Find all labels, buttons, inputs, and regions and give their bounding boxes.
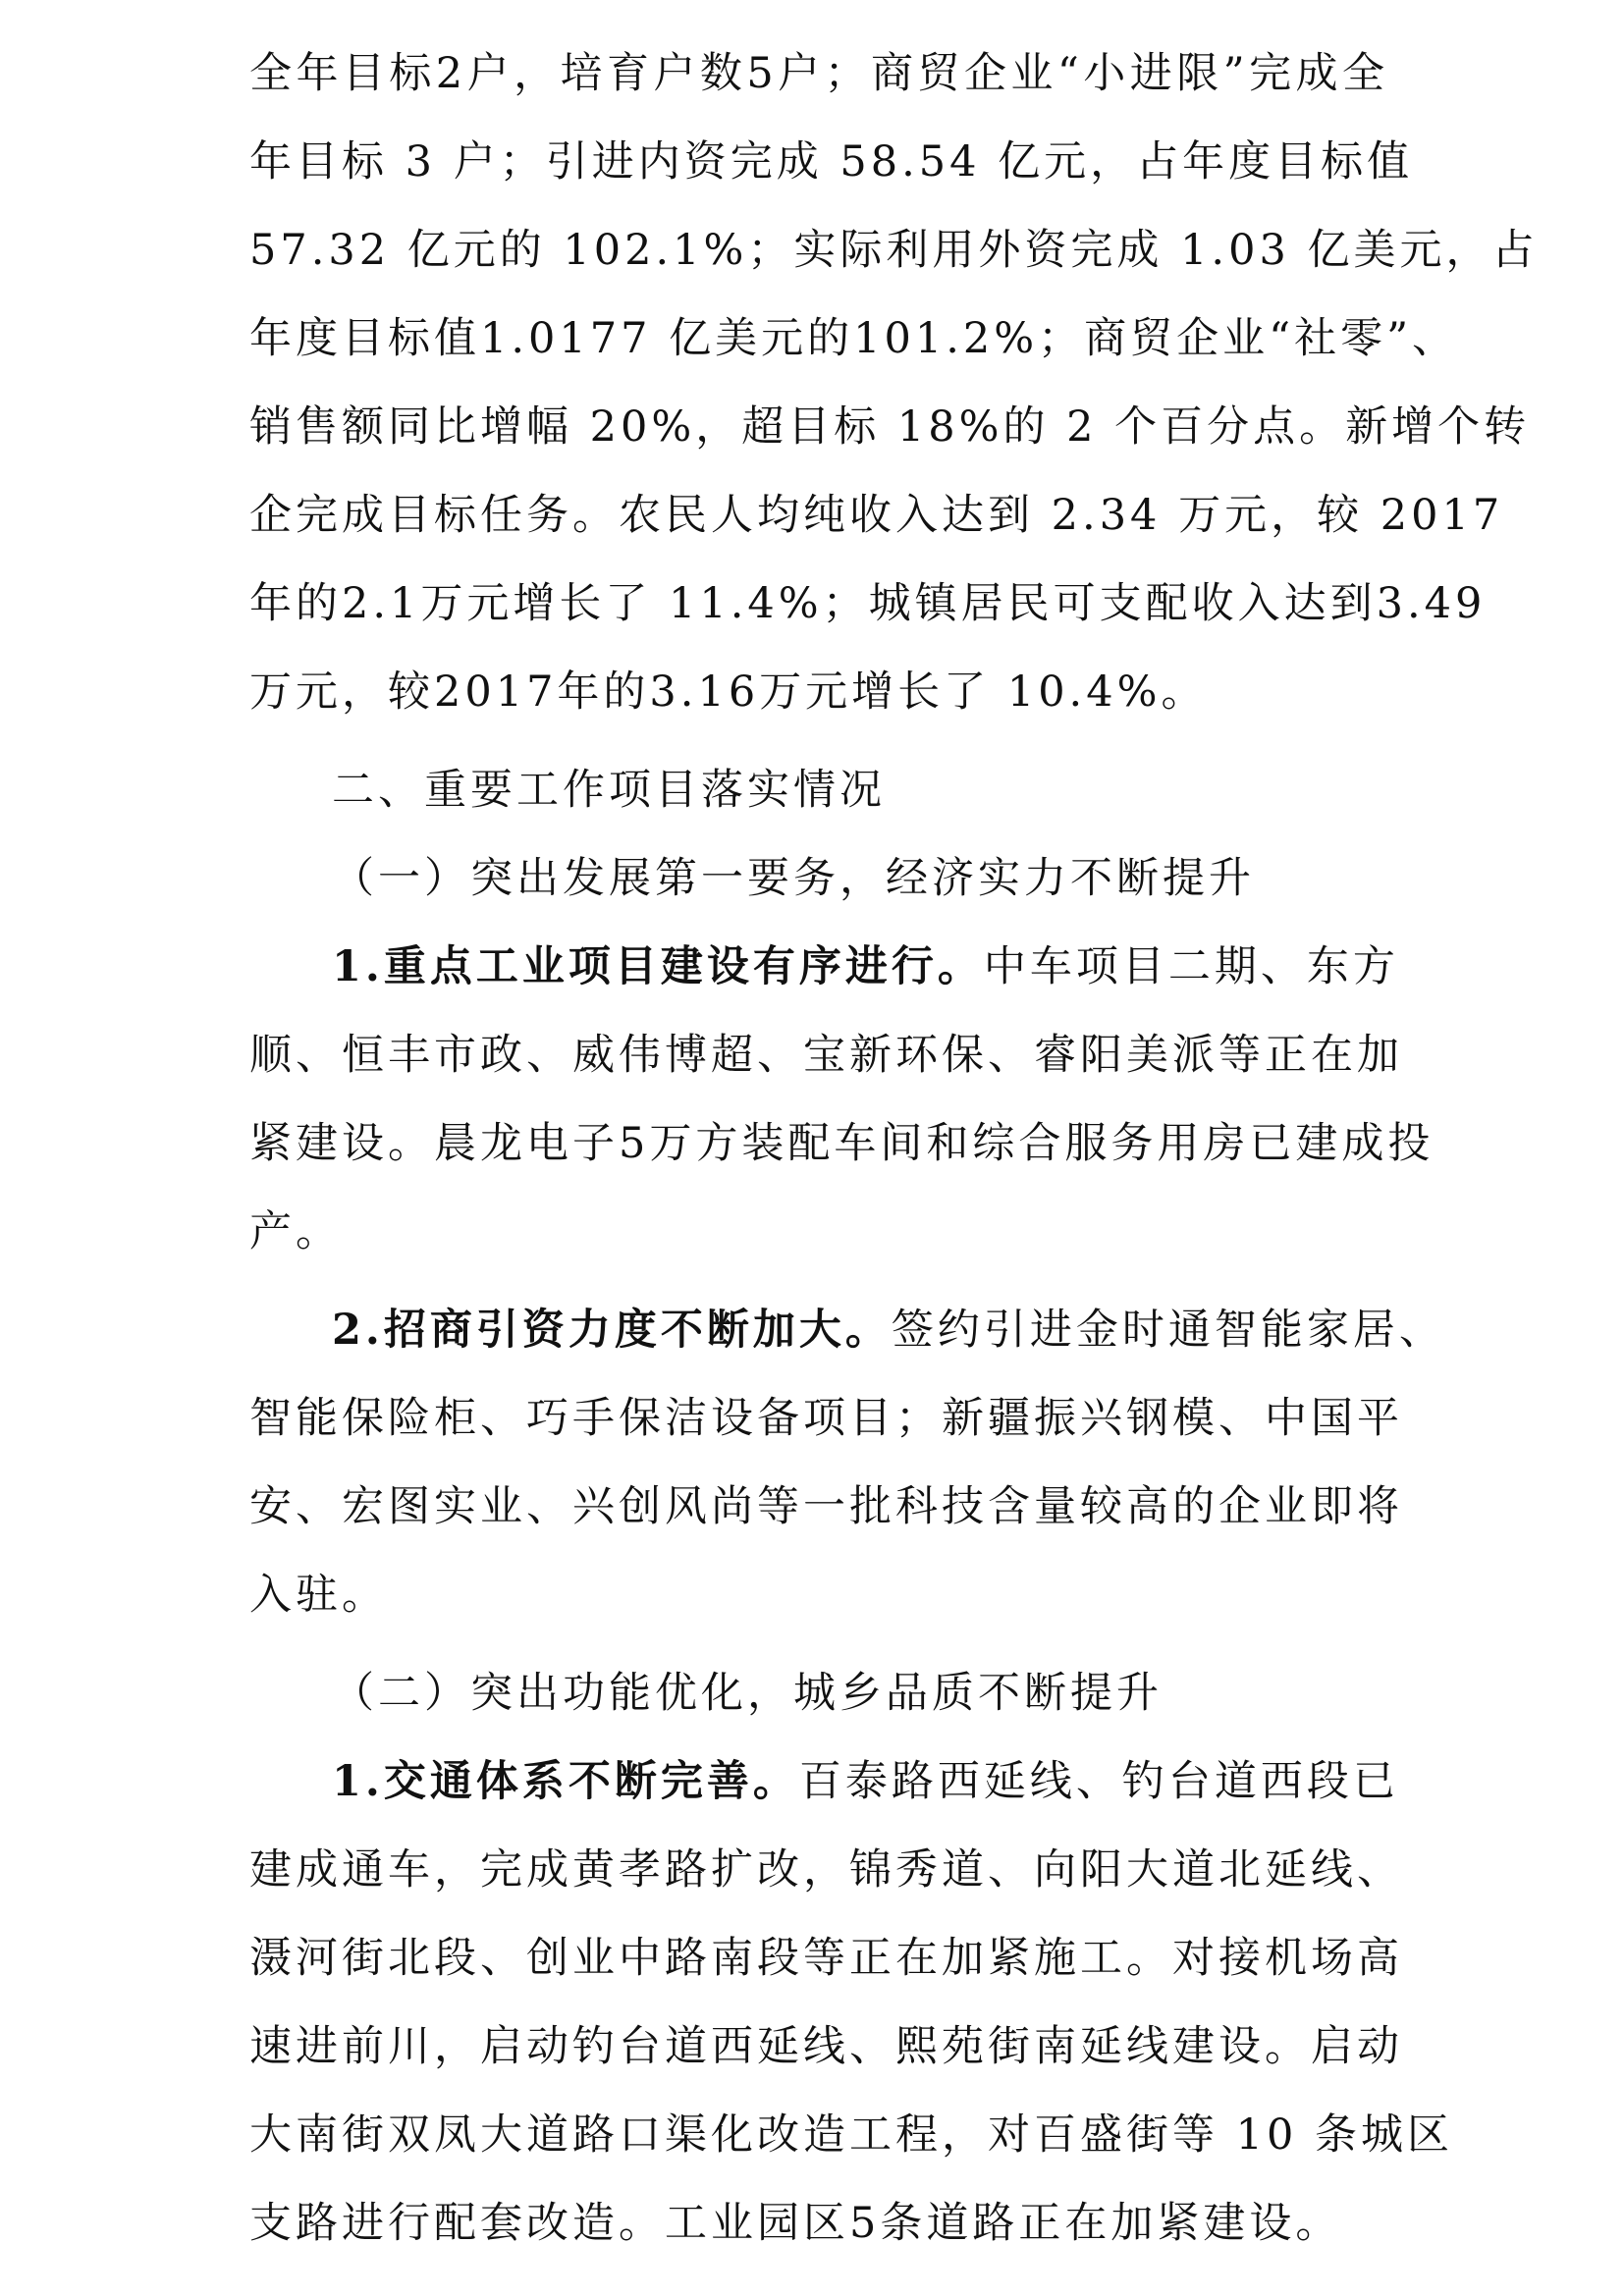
- paragraph-line: 大南街双凤大道路口渠化改造工程，对百盛街等 10 条城区: [249, 2110, 1454, 2160]
- item-text: 百泰路西延线、钓台道西段已: [798, 1757, 1399, 1806]
- paragraph-line: 安、宏图实业、兴创风尚等一批科技含量较高的企业即将: [249, 1482, 1403, 1531]
- paragraph-line: 紧建设。晨龙电子5万方装配车间和综合服务用房已建成投: [249, 1119, 1435, 1168]
- paragraph-line: 全年目标2户，培育户数5户；商贸企业“小进限”完成全: [249, 49, 1388, 98]
- paragraph-line: 入驻。: [249, 1571, 388, 1620]
- paragraph-line: 销售额同比增幅 20%，超目标 18%的 2 个百分点。新增个转: [249, 402, 1531, 452]
- item-text: 中车项目二期、东方: [983, 942, 1399, 991]
- item-lead: 2.招商引资力度不断加大。: [332, 1306, 892, 1355]
- paragraph-line: 滠河街北段、创业中路南段等正在加紧施工。对接机场高: [249, 1934, 1403, 1983]
- paragraph-line: 支路进行配套改造。工业园区5条道路正在加紧建设。: [249, 2199, 1342, 2248]
- item-first-line: [332, 1286, 1445, 1374]
- item-lead: 1.重点工业项目建设有序进行。: [332, 942, 984, 991]
- item-first-line: [332, 1737, 1399, 1826]
- document-body: [249, 29, 1539, 2248]
- paragraph-line: 年的2.1万元增长了 11.4%；城镇居民可支配收入达到3.49: [249, 579, 1487, 628]
- paragraph-line: 年目标 3 户；引进内资完成 58.54 亿元，占年度目标值: [249, 137, 1414, 187]
- paragraph-line: 企完成目标任务。农民人均纯收入达到 2.34 万元，较 2017: [249, 491, 1504, 540]
- paragraph-line: 顺、恒丰市政、威伟博超、宝新环保、睿阳美派等正在加: [249, 1031, 1403, 1080]
- paragraph-line: 建成通车，完成黄孝路扩改，锦秀道、向阳大道北延线、: [249, 1845, 1403, 1895]
- subsection-title: （一）突出发展第一要务，经济实力不断提升: [332, 854, 1255, 903]
- item-text: 签约引进金时通智能家居、: [891, 1306, 1445, 1355]
- paragraph-line: 57.32 亿元的 102.1%；实际利用外资完成 1.03 亿美元，占: [249, 226, 1539, 275]
- subsection-title: （二）突出功能优化，城乡品质不断提升: [332, 1669, 1163, 1718]
- paragraph-line: 年度目标值1.0177 亿美元的101.2%；商贸企业“社零”、: [249, 314, 1459, 363]
- section-heading: 二、重要工作项目落实情况: [332, 766, 886, 815]
- item-lead: 1.交通体系不断完善。: [332, 1757, 799, 1806]
- paragraph-line: 速进前川，启动钓台道西延线、熙苑街南延线建设。启动: [249, 2022, 1403, 2071]
- item-first-line: [332, 923, 1399, 1011]
- paragraph-line: 万元，较2017年的3.16万元增长了 10.4%。: [249, 667, 1208, 717]
- paragraph-line: 智能保险柜、巧手保洁设备项目；新疆振兴钢模、中国平: [249, 1394, 1403, 1443]
- paragraph-line: 产。: [249, 1207, 342, 1256]
